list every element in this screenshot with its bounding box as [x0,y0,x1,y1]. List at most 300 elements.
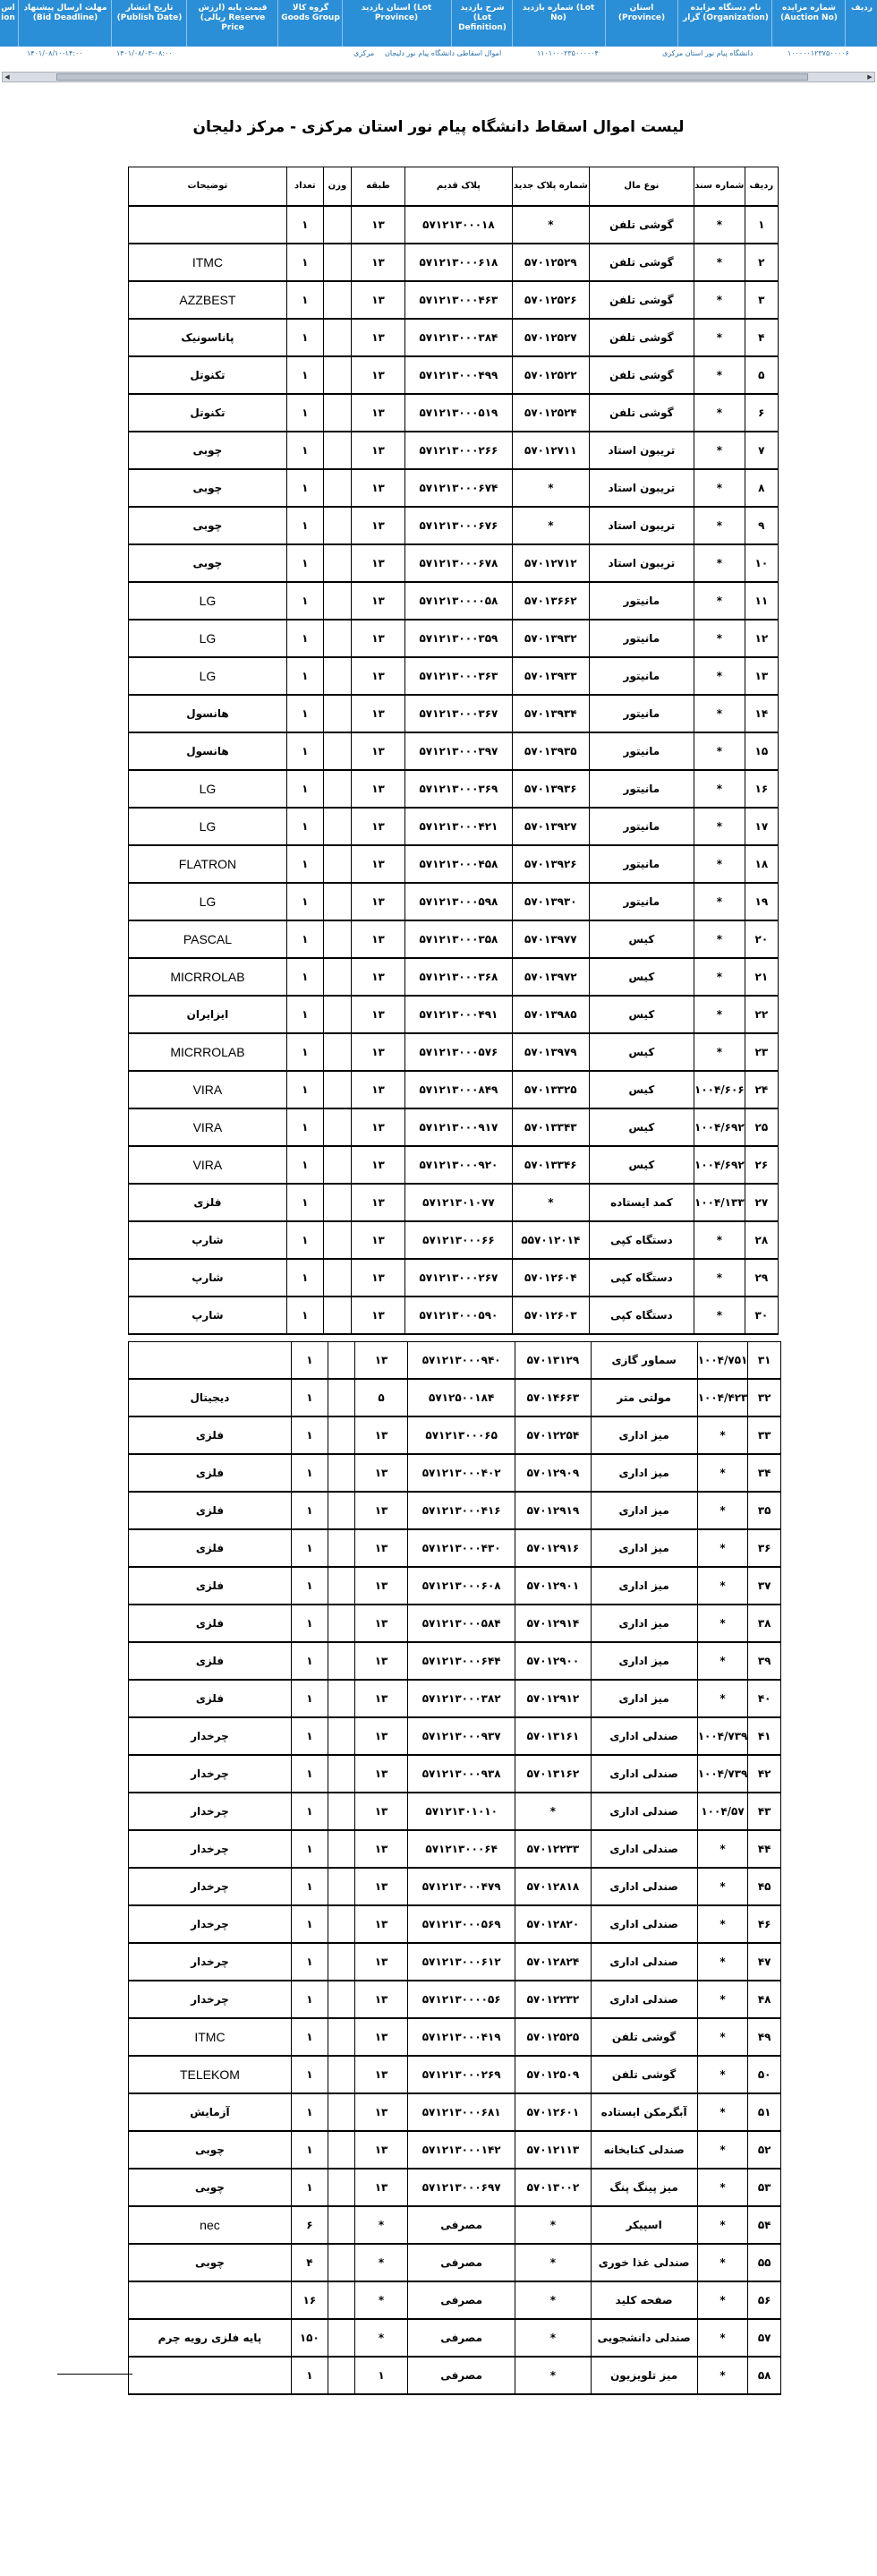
cell-class: ۱۳ [354,1717,407,1755]
cell-kind: صندلی اداری [591,1717,697,1755]
cell-kind: مانیتور [589,808,694,845]
cell-class: ۱۳ [352,996,405,1033]
cell-new-tag: ۵۷۰۱۳۳۲۵ [512,1071,589,1108]
cell-new-tag: * [512,206,589,244]
cell-weight [328,1943,354,1981]
cell-weight [328,1342,354,1380]
cell-old-tag: ۵۷۱۲۱۳۰۰۰۴۷۹ [408,1868,515,1905]
cell-kind: آبگرمکن ایستاده [591,2093,697,2131]
cell-old-tag: ۵۷۱۲۱۳۰۰۰۴۰۲ [408,1454,515,1492]
cell-weight [328,1717,354,1755]
cell-new-tag: ۵۷۰۱۲۵۲۷ [512,319,589,356]
cell-doc-no: * [694,1221,745,1259]
cell-new-tag: ۵۷۰۱۲۲۵۴ [515,1416,591,1454]
cell-weight [328,2281,354,2319]
table-row [129,244,779,281]
cell-class: ۱۳ [354,2169,407,2206]
cell-doc-no: * [697,1642,748,1680]
cell-new-tag: ۵۷۰۱۳۳۴۶ [512,1146,589,1184]
cell-new-tag: ۵۵۷۰۱۲۰۱۴ [512,1221,589,1259]
cell-weight [328,2206,354,2244]
cell-row: ۳۵ [748,1492,781,1529]
cell-row: ۵۲ [748,2131,781,2169]
th-class: طبقه [352,167,405,207]
cell-notes: nec [129,2206,292,2244]
cell-new-tag: ۵۷۰۱۲۵۲۶ [512,281,589,319]
cell-row: ۵۶ [748,2281,781,2319]
cell-weight [323,695,351,732]
cell-class: ۵ [354,1379,407,1416]
cell-old-tag: ۵۷۱۲۱۳۰۰۰۳۸۲ [408,1680,515,1717]
cell-old-tag: ۵۷۱۲۱۳۰۰۰۳۸۴ [404,319,512,356]
cell-class: ۱۳ [352,432,405,469]
table-row [129,2206,781,2244]
cell-new-tag: ۵۷۰۱۲۸۲۴ [515,1943,591,1981]
table-row [129,1755,781,1793]
cell-weight [328,2093,354,2131]
cell-new-tag: ۵۷۰۱۴۶۶۳ [515,1379,591,1416]
cell-count: ۱ [291,1717,328,1755]
cell-kind: گوشی تلفن [591,2018,697,2056]
cell-new-tag: ۵۷۰۱۲۸۲۰ [515,1905,591,1943]
cell-new-tag: ۵۷۰۱۳۰۰۲ [515,2169,591,2206]
cell-weight [328,2018,354,2056]
cell-weight [328,2357,354,2394]
cell-doc-no: * [697,1905,748,1943]
table-header-row [129,167,779,207]
cell-class: ۱۳ [352,808,405,845]
table-row [129,2244,781,2281]
th-new-tag: شماره پلاک جدید [512,167,589,207]
cell-kind: گوشی تلفن [589,281,694,319]
col-header-lot-definition[interactable]: شرح بازدید (Lot Definition) [458,4,507,32]
table-row [129,958,779,996]
table-row [129,808,779,845]
cell-count: ۱ [286,281,323,319]
table-row [129,2319,781,2357]
cell-weight [323,1071,351,1108]
cell-notes: چوبی [129,2169,292,2206]
cell-class: ۱۳ [352,1108,405,1146]
cell-old-tag: ۵۷۱۲۱۳۰۱۰۷۷ [404,1184,512,1221]
cell-row: ۴۹ [748,2018,781,2056]
cell-count: ۱ [286,920,323,958]
cell-kind: صندلی اداری [591,1981,697,2018]
cell-count: ۱ [286,732,323,770]
cell-kind: تریبون استاد [589,544,694,582]
cell-kind: کیس [589,1108,694,1146]
cell-notes [129,2357,292,2394]
cell-kind: میز اداری [591,1605,697,1642]
col-header-bid-deadline[interactable]: مهلت ارسال پیشنهاد (Bid Deadline) [23,4,107,22]
table-row [129,1793,781,1830]
cell-class: ۱۳ [354,1492,407,1529]
cell-class: ۱۳ [352,244,405,281]
cell-row: ۱۰ [745,544,778,582]
cell-notes: چوبی [129,507,287,544]
cell-row: ۱۶ [745,770,778,808]
table-row [129,883,779,920]
cell-row: ۱۵ [745,732,778,770]
cell-doc-no: ۱۰۰۴/۴۲۳ [697,1379,748,1416]
cell-old-tag: ۵۷۱۲۱۳۰۰۰۳۶۹ [404,770,512,808]
cell-new-tag: ۵۷۰۱۲۸۱۸ [515,1868,591,1905]
cell-weight [323,620,351,657]
cell-new-tag: * [515,1793,591,1830]
col-header-publish-date[interactable]: تاریخ انتشار (Publish Date) [116,4,183,22]
cell-kind: تریبون استاد [589,469,694,507]
cell-row: ۱۲ [745,620,778,657]
cell-row: ۲۷ [745,1184,778,1221]
signature-line [57,2374,132,2375]
cell-doc-no: * [694,920,745,958]
cell-old-tag: ۵۷۱۲۱۳۰۰۰۴۹۱ [404,996,512,1033]
cell-old-tag: ۵۷۱۲۱۳۰۰۰۹۳۸ [408,1755,515,1793]
cell-notes: چوبی [129,2244,292,2281]
cell-weight [323,1033,351,1071]
cell-weight [328,1680,354,1717]
cell-kind: دستگاه کپی [589,1297,694,1334]
cell-kind: میز تلویزیون [591,2357,697,2394]
table-row [129,1567,781,1605]
cell-notes: چوبی [129,469,287,507]
cell-doc-no: * [694,958,745,996]
cell-doc-no: * [697,1454,748,1492]
cell-old-tag: ۵۷۱۲۱۳۰۰۰۱۸ [404,206,512,244]
cell-count: ۱ [286,394,323,432]
cell-count: ۱ [286,958,323,996]
cell-row: ۱۴ [745,695,778,732]
cell-weight [328,1868,354,1905]
cell-class: ۱۳ [352,582,405,620]
cell-count: ۱ [291,2018,328,2056]
col-header-cut: اس ion [1,4,15,22]
cell-new-tag: ۵۷۰۱۳۳۴۳ [512,1108,589,1146]
cell-class: ۱۳ [354,2018,407,2056]
cell-kind: مانیتور [589,770,694,808]
cell-count: ۱ [286,695,323,732]
cell-row: ۴۰ [748,1680,781,1717]
cell-weight [328,1905,354,1943]
cell-weight [323,1184,351,1221]
lot-province-cell: مرکزی [353,49,375,57]
table-row [129,544,779,582]
cell-notes: MICRROLAB [129,1033,287,1071]
cell-count: ۱۵۰ [291,2319,328,2357]
cell-notes: پاناسونیک [129,319,287,356]
cell-row: ۴۱ [748,1717,781,1755]
cell-old-tag: ۵۷۱۲۱۳۰۱۰۱۰ [408,1793,515,1830]
cell-notes: فلزی [129,1184,287,1221]
cell-class: ۱۳ [352,319,405,356]
cell-new-tag: ۵۷۰۱۳۹۷۲ [512,958,589,996]
cell-new-tag: ۵۷۰۱۲۷۱۱ [512,432,589,469]
table-row [129,507,779,544]
cell-doc-no: * [697,1416,748,1454]
cell-old-tag: ۵۷۱۲۱۳۰۰۰۸۴۹ [404,1071,512,1108]
cell-notes: پایه فلزی رویه چرم [129,2319,292,2357]
cell-doc-no: * [694,1033,745,1071]
cell-doc-no: ۱۰۰۴/۶۹۲ [694,1146,745,1184]
cell-doc-no: * [694,544,745,582]
cell-notes: چرخدار [129,1868,292,1905]
cell-class: ۱۳ [352,1297,405,1334]
cell-count: ۱ [291,1793,328,1830]
cell-doc-no: * [697,1868,748,1905]
table-row [129,1108,779,1146]
table-row [129,1529,781,1567]
horizontal-scrollbar[interactable] [2,72,875,82]
table-row [129,394,779,432]
table-row [129,1605,781,1642]
cell-class: ۱۳ [354,2056,407,2093]
cell-row: ۳ [745,281,778,319]
cell-count: ۱ [286,244,323,281]
cell-new-tag: ۵۷۰۱۳۱۶۲ [515,1755,591,1793]
cell-row: ۱۳ [745,657,778,695]
col-header-province[interactable]: استان (Province) [617,4,666,22]
cell-old-tag: ۵۷۱۲۱۳۰۰۰۴۱۹ [408,2018,515,2056]
cell-weight [323,657,351,695]
cell-doc-no: * [697,2357,748,2394]
cell-old-tag: ۵۷۱۲۱۳۰۰۰۹۴۰ [408,1342,515,1380]
cell-doc-no: * [697,2018,748,2056]
cell-weight [328,2244,354,2281]
cell-count: ۱ [286,507,323,544]
cell-count: ۱ [286,1071,323,1108]
cell-doc-no: ۱۰۰۴/۱۳۳ [694,1184,745,1221]
cell-notes: چرخدار [129,1905,292,1943]
cell-notes: PASCAL [129,920,287,958]
cell-notes: VIRA [129,1146,287,1184]
cell-count: ۶ [291,2206,328,2244]
table-row [129,1416,781,1454]
cell-old-tag: ۵۷۱۲۱۳۰۰۰۶۷۶ [404,507,512,544]
scroll-left-icon[interactable]: ◀ [4,73,10,81]
cell-class: ۱۳ [352,920,405,958]
cell-kind: کیس [589,1033,694,1071]
cell-new-tag: * [515,2319,591,2357]
cell-weight [323,582,351,620]
col-header-reserve-price[interactable]: قیمت پایه (ارزش ریالی) Reserve Price [198,4,268,32]
cell-class: ۱۳ [352,770,405,808]
cell-class: ۱۳ [352,356,405,394]
cell-class: ۱۳ [354,1793,407,1830]
table-row [129,1830,781,1868]
cell-row: ۶ [745,394,778,432]
auction-no-link[interactable]: ۱۰۰۰۰۰۱۲۳۷۵۰۰۰۰۶ [788,49,849,57]
cell-old-tag: ۵۷۱۲۱۳۰۰۰۶۸۱ [408,2093,515,2131]
cell-old-tag: ۵۷۱۲۱۳۰۰۰۰۵۸ [404,582,512,620]
deadline-cell: ۱۴۰۱/۰۸/۱۰-۱۴:۰۰ [27,49,83,57]
cell-notes: فلزی [129,1642,292,1680]
cell-row: ۳۳ [748,1416,781,1454]
cell-old-tag: ۵۷۱۲۱۳۰۰۰۴۶۳ [404,281,512,319]
cell-doc-no: * [697,2281,748,2319]
cell-kind: میز اداری [591,1567,697,1605]
cell-weight [328,1981,354,2018]
cell-notes: دیجیتال [129,1379,292,1416]
cell-old-tag: ۵۷۱۲۱۳۰۰۰۳۶۷ [404,695,512,732]
col-header-row[interactable]: رديف [851,4,873,13]
cell-weight [328,2319,354,2357]
cell-doc-no: * [694,394,745,432]
cell-weight [323,996,351,1033]
cell-notes: ایزایران [129,996,287,1033]
cell-weight [323,920,351,958]
cell-doc-no: ۱۰۰۴/۷۵۱ [697,1342,748,1380]
cell-kind: کیس [589,958,694,996]
cell-weight [323,1146,351,1184]
cell-row: ۲۳ [745,1033,778,1071]
cell-weight [323,507,351,544]
cell-class: ۱۳ [354,1529,407,1567]
table-row [129,1680,781,1717]
cell-new-tag: ۵۷۰۱۳۹۷۷ [512,920,589,958]
scroll-right-icon[interactable]: ▶ [867,73,873,81]
table-row [129,1642,781,1680]
scrollbar-thumb[interactable] [56,73,808,81]
cell-new-tag: ۵۷۰۱۲۲۳۲ [515,1981,591,2018]
cell-new-tag: ۵۷۰۱۳۹۳۴ [512,695,589,732]
cell-row: ۲۱ [745,958,778,996]
cell-old-tag: ۵۷۱۲۱۳۰۰۰۹۱۷ [404,1108,512,1146]
cell-row: ۵۳ [748,2169,781,2206]
cell-count: ۱ [291,2357,328,2394]
cell-class: ۱۳ [354,1454,407,1492]
cell-class: ۱۳ [354,1680,407,1717]
results-header-bar [0,0,877,47]
cell-count: ۱ [286,845,323,883]
cell-notes: شارپ [129,1297,287,1334]
result-row[interactable] [0,48,877,59]
cell-new-tag: ۵۷۰۱۲۵۰۹ [515,2056,591,2093]
cell-class: ۱۳ [352,206,405,244]
cell-class: * [354,2319,407,2357]
cell-doc-no: * [694,695,745,732]
th-kind: نوع مال [589,167,694,207]
cell-row: ۴۲ [748,1755,781,1793]
table-row [129,1379,781,1416]
organization-cell: دانشگاه پیام نور استان مرکزی [662,49,754,57]
cell-count: ۱ [286,1146,323,1184]
cell-notes: MICRROLAB [129,958,287,996]
cell-new-tag: ۵۷۰۱۲۵۲۵ [515,2018,591,2056]
th-doc-no: شماره سند [694,167,745,207]
col-header-organization[interactable]: نام دستگاه مزايده گزار (Organization) [683,4,769,22]
col-header-auction-no[interactable]: شماره مزايده (Auction No) [780,4,838,22]
cell-kind: کیس [589,920,694,958]
cell-old-tag: ۵۷۱۲۱۳۰۰۰۰۵۶ [408,1981,515,2018]
cell-notes: آزمایش [129,2093,292,2131]
cell-old-tag: مصرفی [408,2206,515,2244]
table-row [129,432,779,469]
cell-new-tag: * [515,2244,591,2281]
cell-kind: گوشی تلفن [589,319,694,356]
table-row [129,1342,781,1380]
cell-doc-no: * [697,1529,748,1567]
cell-old-tag: ۵۷۱۲۱۳۰۰۰۶۴ [408,1830,515,1868]
cell-notes: چوبی [129,544,287,582]
table-row [129,770,779,808]
cell-doc-no: * [694,319,745,356]
cell-new-tag: * [512,469,589,507]
cell-old-tag: ۵۷۱۲۱۳۰۰۰۵۶۹ [408,1905,515,1943]
cell-doc-no: * [697,2319,748,2357]
cell-doc-no: * [697,2169,748,2206]
cell-count: ۱ [291,1416,328,1454]
cell-class: ۱۳ [354,1755,407,1793]
cell-row: ۹ [745,507,778,544]
cell-weight [328,1830,354,1868]
cell-kind: صندلی کتابخانه [591,2131,697,2169]
cell-row: ۲۶ [745,1146,778,1184]
cell-count: ۱ [291,1868,328,1905]
cell-class: ۱۳ [352,732,405,770]
table-row [129,1717,781,1755]
assets-table-part1 [128,167,779,1335]
cell-class: ۱۳ [352,1184,405,1221]
cell-notes: فلزی [129,1567,292,1605]
cell-class: ۱۳ [354,1905,407,1943]
cell-doc-no: ۱۰۰۴/۶۹۲ [694,1108,745,1146]
col-header-goods-group[interactable]: گروه کالا Goods Group [281,4,340,22]
lot-definition-cell: اموال اسقاطی دانشگاه پیام نور دلیجان [385,49,502,57]
cell-class: ۱۳ [352,883,405,920]
cell-doc-no: * [694,808,745,845]
cell-notes: LG [129,883,287,920]
cell-old-tag: ۵۷۱۲۱۳۰۰۰۲۶۹ [408,2056,515,2093]
cell-doc-no: ۱۰۰۴/۷۳۹ [697,1717,748,1755]
cell-row: ۵۱ [748,2093,781,2131]
table-row [129,2357,781,2394]
cell-new-tag: ۵۷۰۱۲۶۰۴ [512,1259,589,1297]
cell-doc-no: * [697,2206,748,2244]
cell-row: ۴۸ [748,1981,781,2018]
table-row [129,356,779,394]
cell-weight [323,319,351,356]
table-row [129,2131,781,2169]
cell-class: ۱۳ [352,394,405,432]
cell-weight [323,732,351,770]
cell-weight [323,770,351,808]
cell-new-tag: ۵۷۰۱۲۶۰۱ [515,2093,591,2131]
cell-doc-no: * [697,1605,748,1642]
cell-new-tag: * [512,1184,589,1221]
cell-notes [129,206,287,244]
col-header-lot-no[interactable]: شماره بازدید (Lot No) [522,4,595,22]
cell-notes: LG [129,620,287,657]
cell-weight [323,808,351,845]
cell-old-tag: ۵۷۱۲۱۳۰۰۰۴۳۰ [408,1529,515,1567]
cell-row: ۵۵ [748,2244,781,2281]
cell-kind: کیس [589,1071,694,1108]
cell-old-tag: ۵۷۱۲۱۳۰۰۰۶۱۲ [408,1943,515,1981]
col-header-lot-province[interactable]: استان بازدید (Lot Province) [361,4,432,22]
cell-kind: گوشی تلفن [591,2056,697,2093]
cell-old-tag: ۵۷۱۲۱۳۰۰۰۶۰۸ [408,1567,515,1605]
cell-old-tag: ۵۷۱۲۱۳۰۰۰۶۱۸ [404,244,512,281]
cell-class: ۱۳ [352,845,405,883]
cell-row: ۲۲ [745,996,778,1033]
cell-count: ۱ [286,1221,323,1259]
cell-old-tag: ۵۷۱۲۱۳۰۰۰۳۶۸ [404,958,512,996]
cell-kind: صندلی اداری [591,1868,697,1905]
cell-new-tag: ۵۷۰۱۲۹۰۹ [515,1454,591,1492]
cell-count: ۱ [291,1567,328,1605]
cell-kind: تریبون استاد [589,432,694,469]
cell-doc-no: * [697,2093,748,2131]
